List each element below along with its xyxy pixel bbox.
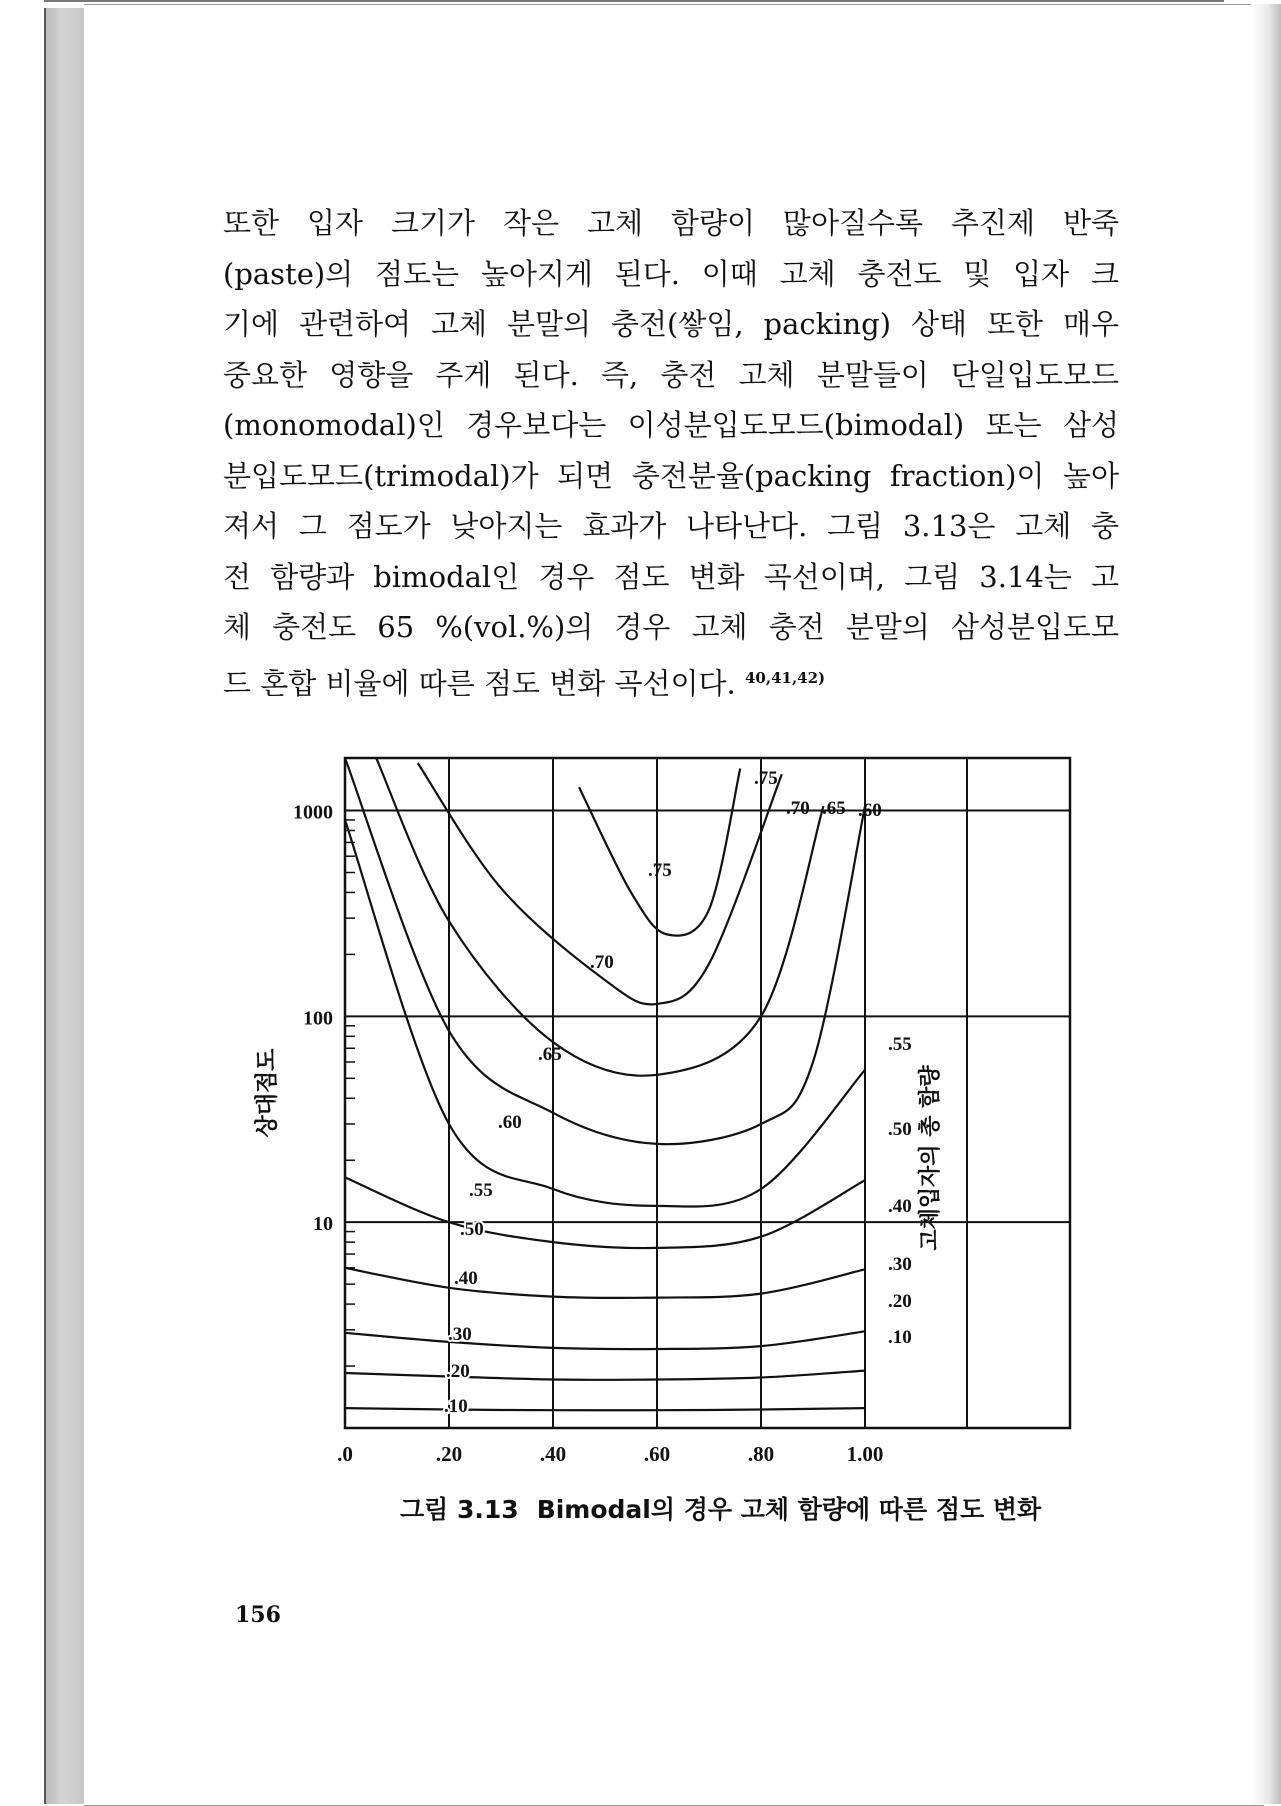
curve-p20 — [345, 1371, 865, 1380]
contour-label: .70 — [786, 798, 810, 819]
contour-label: .55 — [888, 1034, 912, 1055]
caption-text: Bimodal의 경우 고체 함량에 따른 점도 변화 — [536, 1495, 1042, 1524]
y-axis-label: 상대점도 — [254, 1048, 280, 1138]
contour-label-left: .40 — [454, 1268, 478, 1289]
reference-superscript: 40,41,42) — [744, 668, 826, 687]
right-axis-label: 고체입자의 총 함량 — [918, 1065, 943, 1251]
curve-p10 — [345, 1408, 865, 1410]
paragraph-line: 기에 관련하여 고체 분말의 충전(쌓임, packing) 상태 또한 매우 — [223, 307, 1119, 341]
paragraph-line: 체 충전도 65 %(vol.%)의 경우 고체 충전 분말의 삼성분입도모 — [223, 610, 1119, 644]
contour-label-left: .30 — [448, 1324, 472, 1345]
contour-label: .50 — [888, 1119, 912, 1140]
x-tick-label: .0 — [337, 1442, 353, 1466]
book-spine — [44, 8, 86, 1804]
paragraph-line: (monomodal)인 경우보다는 이성분입도모드(bimodal) 또는 삼성 — [223, 408, 1119, 442]
paragraph-line: 드 혼합 비율에 따른 점도 변화 곡선이다. — [223, 666, 736, 701]
x-tick-label: .60 — [643, 1442, 671, 1466]
figure-3-13 — [240, 740, 1120, 1540]
contour-label-left: .50 — [460, 1219, 484, 1240]
curve-p75 — [579, 769, 740, 936]
paragraph-line-last — [223, 653, 1119, 704]
paragraph-line: 분입도모드(trimodal)가 되면 충전분율(packing fraction)이 높아 — [223, 458, 1119, 493]
y-tick-label: 10 — [313, 1213, 333, 1236]
y-tick-label: 1000 — [293, 801, 333, 824]
caption-number: 그림 3.13 — [400, 1495, 519, 1524]
contour-label: .60 — [858, 800, 882, 821]
body-paragraph — [223, 198, 1119, 703]
curve-p50 — [345, 1177, 865, 1248]
viscosity-chart — [240, 740, 1120, 1540]
x-tick-label: .20 — [435, 1442, 463, 1466]
paragraph-line: 중요한 영향을 주게 된다. 즉, 충전 고체 분말들이 단일입도모드 — [223, 357, 1119, 392]
contour-label-left: .10 — [444, 1396, 468, 1417]
contour-label: .55 — [469, 1180, 493, 1201]
curve-p30 — [345, 1331, 865, 1349]
paragraph-line: 전 함량과 bimodal인 경우 점도 변화 곡선이며, 그림 3.14는 고 — [223, 559, 1119, 594]
paragraph-line: 져서 그 점도가 낮아지는 효과가 나타난다. 그림 3.13은 고체 충 — [223, 509, 1119, 543]
figure-caption — [400, 1490, 1040, 1526]
contour-label: .20 — [888, 1291, 912, 1312]
page-edge-shadow — [1251, 4, 1281, 1804]
contour-label: .65 — [822, 798, 846, 819]
contour-label: .65 — [538, 1044, 562, 1065]
paragraph-line: 또한 입자 크기가 작은 고체 함량이 많아질수록 추진제 반죽 — [223, 206, 1119, 240]
curve-p40 — [345, 1268, 865, 1298]
contour-label: .60 — [498, 1112, 522, 1133]
y-tick-label: 100 — [303, 1007, 333, 1030]
contour-label: .70 — [590, 952, 614, 973]
curve-p55 — [345, 820, 865, 1207]
contour-label: .30 — [888, 1254, 912, 1275]
x-tick-label: .80 — [747, 1442, 775, 1466]
page-number: 156 — [235, 1602, 281, 1628]
paragraph-line: (paste)의 점도는 높아지게 된다. 이때 고체 충전도 및 입자 크 — [223, 256, 1119, 291]
x-tick-label: .40 — [539, 1442, 567, 1466]
contour-label: .75 — [754, 768, 778, 789]
contour-label: .10 — [888, 1327, 912, 1348]
contour-label: .75 — [648, 860, 672, 881]
contour-label: .40 — [888, 1196, 912, 1217]
contour-label-left: .20 — [446, 1361, 470, 1382]
x-tick-label: 1.00 — [846, 1442, 884, 1466]
